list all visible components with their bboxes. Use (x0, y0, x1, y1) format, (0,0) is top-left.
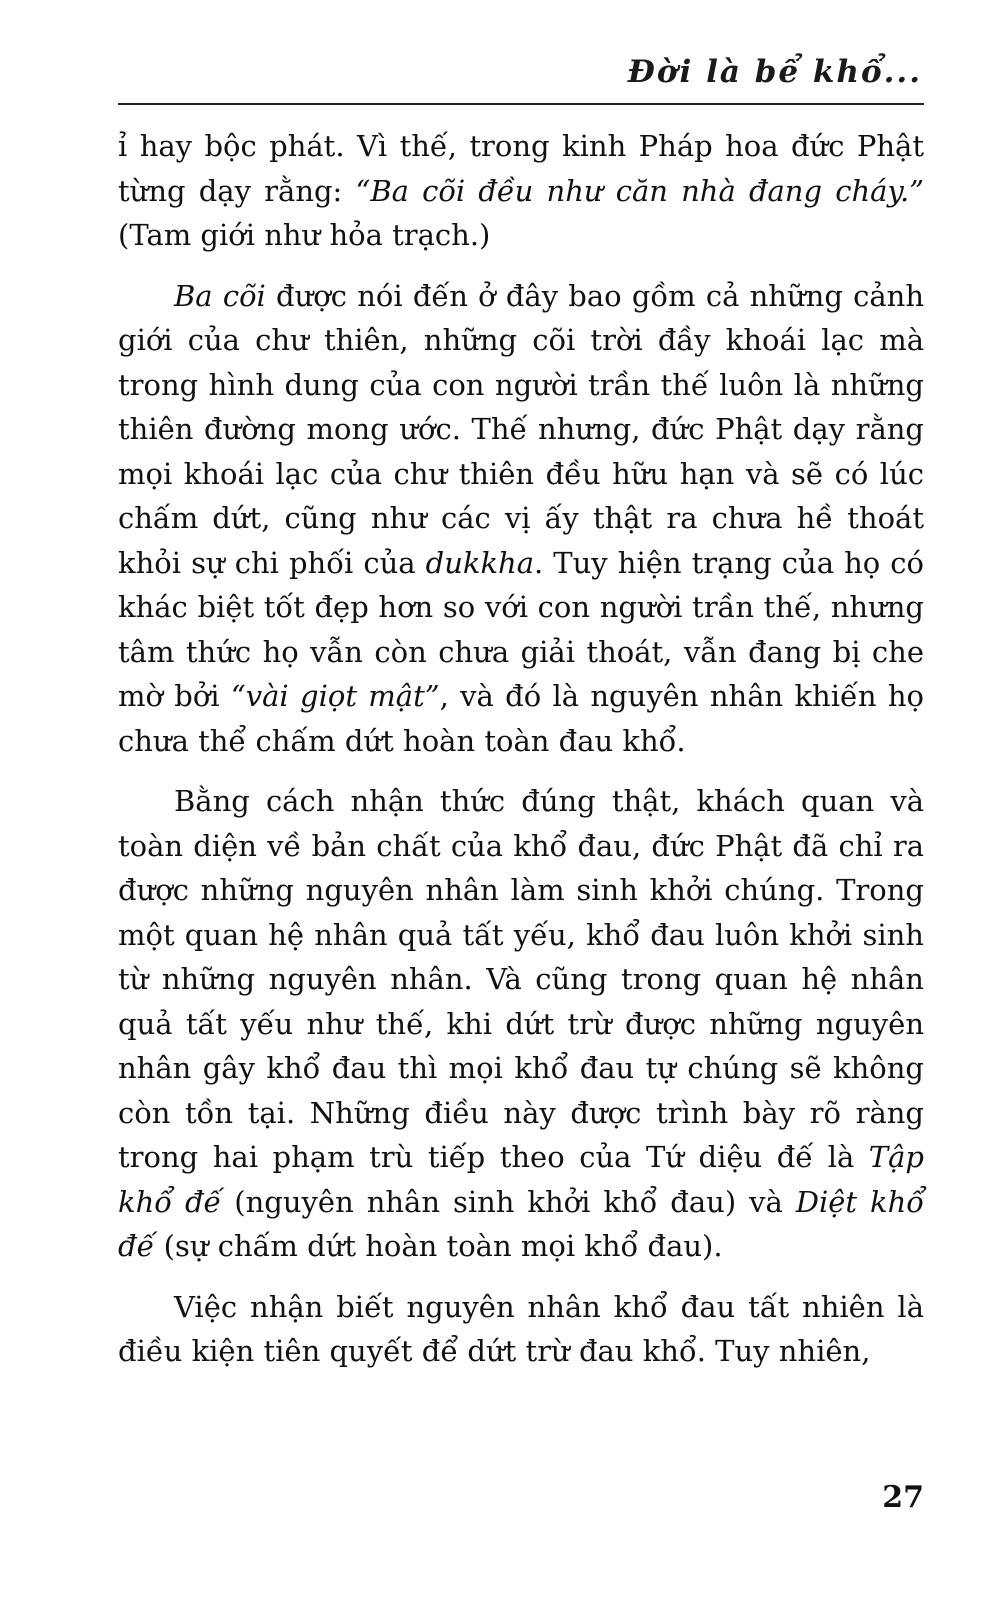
running-title: Đời là bể khổ... (627, 54, 922, 90)
text-segment: , và đó là nguyên nhân khiến họ chưa thể chấm dứt hoàn toàn đau khổ. (118, 679, 924, 758)
term-segment: Ba cõi (174, 278, 266, 313)
page-body (118, 124, 924, 1390)
paragraph-1 (118, 124, 924, 258)
paragraph-3 (118, 779, 924, 1269)
text-segment: Việc nhận biết nguyên nhân khổ đau tất nhiên là điều kiện tiên quyết để dứt trừ đau khổ. Tuy nhiên, (118, 1289, 924, 1368)
page-number: 27 (882, 1480, 924, 1515)
text-segment: . Tuy hiện trạng của họ có khác biệt tốt đẹp hơn so với con người trần thế, nhưng tâm thức họ vẫn còn chưa giải thoát, vẫn đang bị che mờ bởi (118, 545, 924, 713)
paragraph-2 (118, 274, 924, 764)
quote-segment: “Ba cõi đều như căn nhà đang cháy.” (355, 173, 924, 208)
text-segment: (nguyên nhân sinh khởi khổ đau) và (221, 1184, 796, 1219)
paragraph-4 (118, 1285, 924, 1374)
quote-segment: “vài giọt mật” (230, 679, 440, 713)
text-segment: (sự chấm dứt hoàn toàn mọi khổ đau). (154, 1229, 723, 1263)
term-segment: dukkha (425, 545, 534, 580)
text-segment: (Tam giới như hỏa trạch.) (118, 218, 491, 252)
text-segment: được nói đến ở đây bao gồm cả những cảnh giới của chư thiên, những cõi trời đầy khoái lạc mà trong hình dung của con người trần thế luôn là những thiên đường mong ước. Thế nhưng, đức Phật dạy rằng mọi khoái lạc của chư thiên đều hữu hạn và sẽ có lúc chấm dứt, cũng như các vị ấy thật ra chưa hề thoát khỏi sự chi phối của (118, 278, 925, 580)
term-segment: Diệt khổ đế (118, 1184, 924, 1263)
page-header (118, 48, 924, 105)
text-segment: ỉ hay bộc phát. Vì thế, trong kinh Pháp hoa đức Phật từng dạy rằng: (118, 129, 924, 208)
term-segment: Tập khổ đế (118, 1140, 924, 1219)
text-segment: Bằng cách nhận thức đúng thật, khách quan và toàn diện về bản chất của khổ đau, đức Phật đã chỉ ra được những nguyên nhân làm sinh khởi chúng. Trong một quan hệ nhân quả tất yếu, khổ đau luôn khởi sinh từ những nguyên nhân. Và cũng trong quan hệ nhân quả tất yếu như thế, khi dứt trừ được những nguyên nhân gây khổ đau thì mọi khổ đau tự chúng sẽ không còn tồn tại. Những điều này được trình bày rõ ràng trong hai phạm trù tiếp theo của Tứ diệu đế là (118, 784, 924, 1174)
